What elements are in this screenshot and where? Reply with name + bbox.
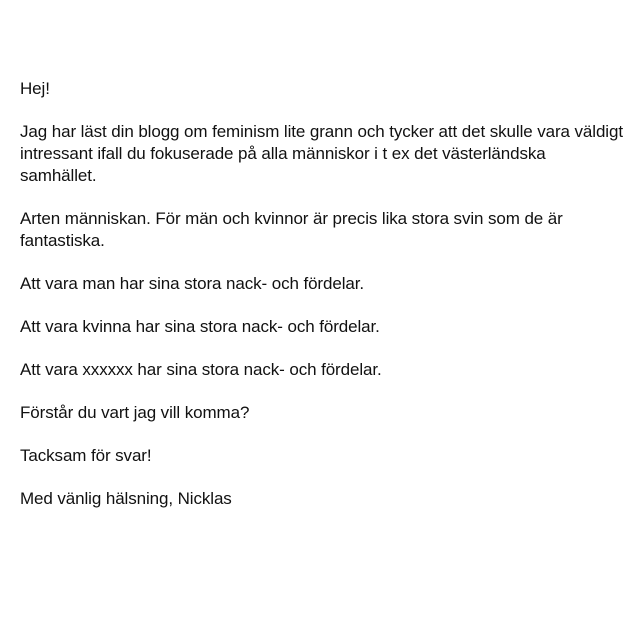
paragraph-blog-feminism: Jag har läst din blogg om feminism lite grann och tycker att det skulle vara väldigt intressant ifall du fokuserade på alla människor i t ex det västerländska samhället.	[20, 122, 623, 185]
letter-body	[20, 78, 625, 531]
question: Förstår du vart jag vill komma?	[20, 403, 250, 422]
greeting: Hej!	[20, 79, 50, 98]
paragraph-xxxxxx: Att vara xxxxxx har sina stora nack- och fördelar.	[20, 360, 382, 379]
signoff: Med vänlig hälsning, Nicklas	[20, 489, 232, 508]
thanks: Tacksam för svar!	[20, 446, 152, 465]
paragraph-man: Att vara man har sina stora nack- och fördelar.	[20, 274, 364, 293]
paragraph-woman: Att vara kvinna har sina stora nack- och fördelar.	[20, 317, 380, 336]
paragraph-human-species: Arten människan. För män och kvinnor är precis lika stora svin som de är fantastiska.	[20, 209, 563, 250]
